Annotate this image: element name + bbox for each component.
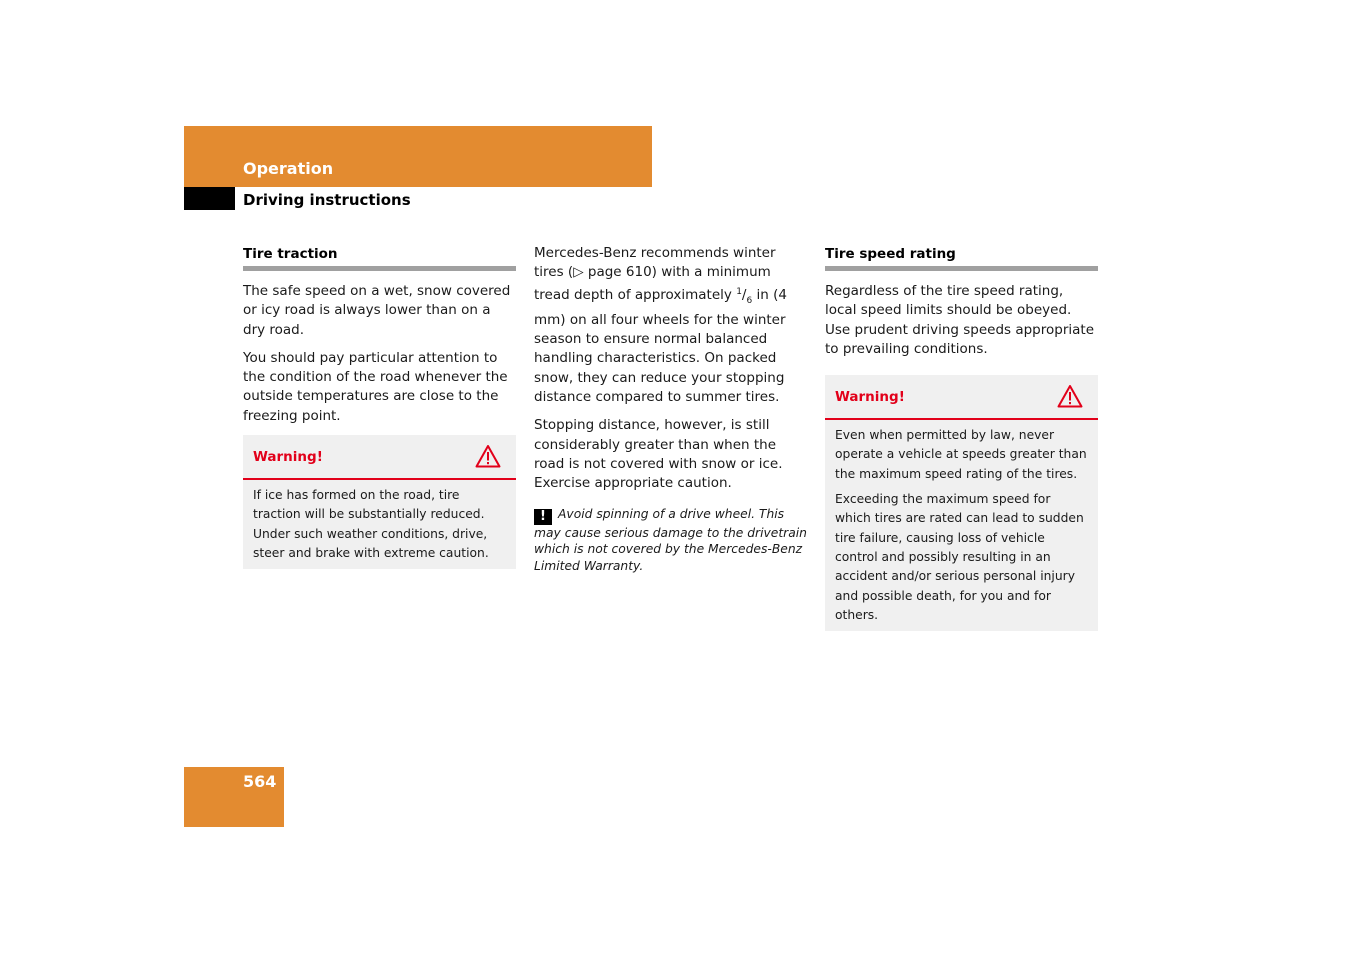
fraction-numerator: 1 [736,286,742,297]
page-reference[interactable]: page 610 [583,264,652,281]
middle-column [534,244,807,574]
fraction-slash: / [741,286,747,303]
caution-note [534,506,807,575]
warning-title: Warning! [835,389,905,406]
section-marker [184,187,235,210]
warning-triangle-icon [1057,384,1083,408]
stopping-distance-paragraph: Stopping distance, however, is still considerably greater than when the road is not covered with snow or ice. Exercise appropriate caution. [534,417,783,492]
caution-note-text: Avoid spinning of a drive wheel. This may cause serious damage to the drivetrain which is not covered by the Mercedes-Benz Limited Warranty. [534,506,807,573]
warning-triangle-icon [475,444,501,468]
body-paragraph: Regardless of the tire speed rating, local speed limits should be obeyed. Use prudent driving speeds appropriate to prevailing conditions. [825,283,1095,357]
body-paragraph: The safe speed on a wet, snow covered or icy road is always lower than on a dry road. [243,283,511,338]
warning-box [825,375,1098,631]
right-column [825,244,1098,631]
warning-box [243,435,516,569]
caution-icon: ! [534,509,552,525]
warning-header [243,435,516,480]
warning-body [825,420,1098,631]
warning-text: Even when permitted by law, never operate a vehicle at speeds greater than the maximum speed rating of the tires. [835,428,1087,481]
warning-text: Exceeding the maximum speed for which tires are rated can lead to sudden tire failure, causing loss of vehicle control and possibly resulting in an accident and/or serious personal injury and possible death, for you and for others. [835,492,1084,622]
section-title: Operation [243,159,334,178]
tire-traction-heading: Tire traction [243,244,516,271]
warning-title: Warning! [253,449,323,466]
winter-tires-paragraph: Mercedes-Benz recommends winter tires (▷ page 610) with a minimum tread depth of approximately $^1/_6$ in (4 mm) on all four wheels for the winter season to ensure normal balanced handling characteristics. On packed snow, they can reduce your stopping distance compared to summer tires. [534,245,787,406]
warning-text: If ice has formed on the road, tire traction will be substantially reduced. Under such weather conditions, drive, steer and brake with extreme caution. [253,488,489,560]
body-paragraph: You should pay particular attention to the condition of the road whenever the outside temperatures are close to the freezing point. [243,349,508,424]
left-column [243,244,516,569]
page-number: 564 [243,772,277,791]
warning-body [243,480,516,569]
fraction-denominator: 6 [746,295,753,306]
tire-speed-rating-heading: Tire speed rating [825,244,1098,271]
warning-header [825,375,1098,420]
subsection-title: Driving instructions [243,191,411,209]
page-ref-arrow-icon: ▷ [573,264,584,281]
